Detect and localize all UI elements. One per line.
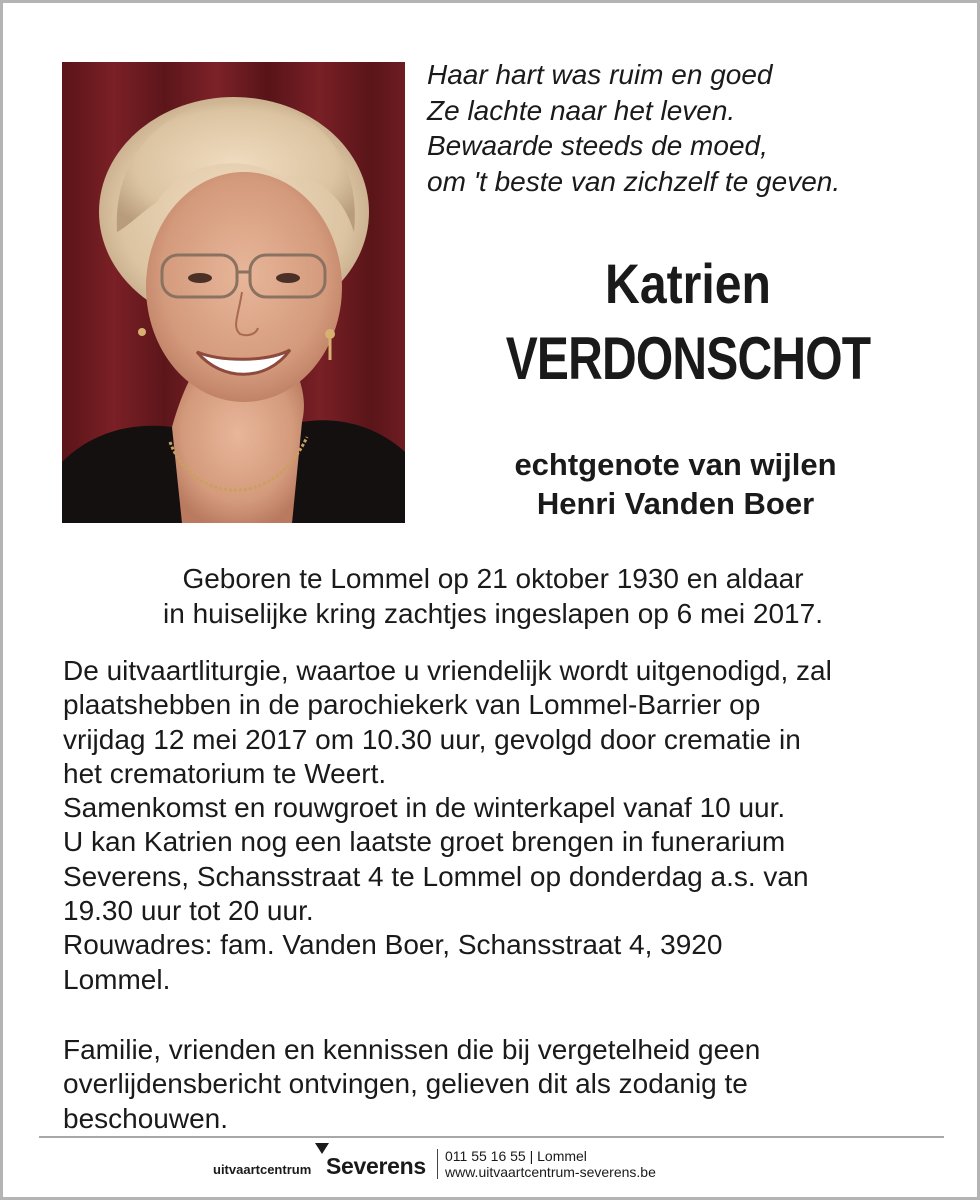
- deceased-first-name: Katrien: [605, 252, 771, 315]
- footer-divider: [39, 1136, 944, 1138]
- spouse-line: echtgenote van wijlen: [514, 447, 837, 482]
- poem: [427, 57, 947, 199]
- closing-note: [63, 1033, 943, 1136]
- poem-line: Bewaarde steeds de moed,: [427, 130, 768, 161]
- poem-line: om 't beste van zichzelf te geven.: [427, 165, 841, 197]
- details-line: U kan Katrien nog een laatste groet brengen in funerarium: [63, 826, 786, 858]
- birth-death-statement: [63, 562, 923, 631]
- footer-brand: Severens: [326, 1153, 426, 1179]
- footer: [3, 1143, 980, 1183]
- funeral-details: [63, 654, 943, 997]
- closing-line: Familie, vrienden en kennissen die bij vergetelheid geen: [63, 1034, 761, 1065]
- details-line: Rouwadres: fam. Vanden Boer, Schansstraat 4, 3920: [63, 929, 723, 961]
- spouse-name: Henri Vanden Boer: [536, 486, 815, 521]
- poem-line: Ze lachte naar het leven.: [427, 94, 736, 126]
- closing-line: overlijdensbericht ontvingen, gelieven dit als zodanig te: [63, 1068, 748, 1100]
- spouse-note: [443, 445, 908, 523]
- details-line: het crematorium te Weert.: [63, 757, 387, 789]
- details-line: De uitvaartliturgie, waartoe u vriendelijk wordt uitgenodigd, zal: [63, 655, 832, 686]
- closing-line: beschouwen.: [63, 1102, 229, 1134]
- details-line: plaatshebben in de parochiekerk van Lommel-Barrier op: [63, 689, 761, 721]
- footer-phone: 011 55 16 55 | Lommel: [445, 1148, 587, 1164]
- details-line: 19.30 uur tot 20 uur.: [63, 895, 314, 927]
- details-line: Lommel.: [63, 963, 171, 995]
- portrait-photo: [62, 62, 405, 523]
- footer-prefix: uitvaartcentrum: [213, 1162, 312, 1177]
- birth-line: Geboren te Lommel op 21 oktober 1930 en aldaar: [182, 563, 804, 594]
- portrait-image: [62, 62, 405, 523]
- details-line: Samenkomst en rouwgroet in de winterkapel vanaf 10 uur.: [63, 792, 786, 824]
- footer-website-link[interactable]: www.uitvaartcentrum-severens.be: [445, 1164, 656, 1180]
- deceased-last-name: VERDONSCHOT: [505, 325, 871, 392]
- footer-separator: [437, 1149, 438, 1179]
- poem-line: Haar hart was ruim en goed: [427, 59, 773, 90]
- details-line: vrijdag 12 mei 2017 om 10.30 uur, gevolgd door crematie in: [63, 723, 801, 755]
- details-line: Severens, Schansstraat 4 te Lommel op donderdag a.s. van: [63, 860, 809, 892]
- death-line: in huiselijke kring zachtjes ingeslapen op 6 mei 2017.: [163, 597, 823, 629]
